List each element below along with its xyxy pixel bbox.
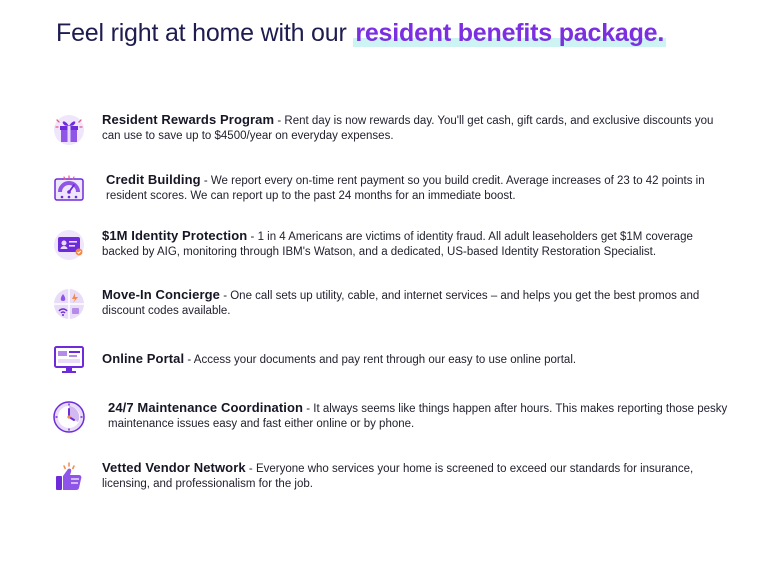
title-separator: -: [187, 354, 194, 366]
benefit-description: Everyone who services your home is screened to exceed our standards for insurance, licensing, and professionalism for the job.: [102, 463, 694, 490]
title-separator: -: [203, 175, 211, 187]
benefit-description: One call sets up utility, cable, and internet services – and helps you get the best promos and discount codes available.: [102, 290, 700, 317]
title-separator: -: [277, 115, 285, 127]
headline-lead: Feel right at home with our: [56, 19, 347, 47]
benefit-title: Online Portal: [102, 351, 185, 366]
benefit-description: Access your documents and pay rent through our easy to use online portal.: [193, 354, 577, 366]
benefit-maintenance-coordination: [52, 400, 732, 448]
benefit-description: 1 in 4 Americans are victims of identity fraud. All adult leaseholders get $1M coverage backed by AIG, monitoring through IBM's Watson, and a dedicated, US-based Identity Restoration Specialist.: [102, 231, 693, 258]
credit-gauge-icon: [52, 172, 86, 206]
benefit-description: It always seems like things happen after hours. This makes reporting those pesky maintenance issues easy and fast either online or by phone.: [108, 403, 728, 430]
title-separator: -: [250, 231, 258, 243]
benefit-online-portal: [52, 343, 732, 391]
benefit-identity-protection: [52, 228, 732, 276]
title-separator: -: [248, 463, 256, 475]
benefit-title: Vetted Vendor Network: [102, 460, 246, 475]
benefit-title: Move-In Concierge: [102, 287, 220, 302]
id-badge-icon: [52, 228, 86, 262]
benefit-move-in-concierge: [52, 287, 732, 335]
headline-highlight: resident benefits package.: [355, 19, 665, 47]
benefit-credit-building: [52, 172, 732, 220]
clock-icon: [52, 400, 86, 434]
benefit-description: We report every on-time rent payment so you build credit. Average increases of 23 to 42 points in resident scores. We can report up to the past 24 months for an immediate boost.: [106, 175, 705, 202]
benefit-title: 24/7 Maintenance Coordination: [108, 400, 304, 415]
utilities-icon: [52, 287, 86, 321]
title-separator: -: [306, 403, 314, 415]
thumbs-up-icon: [52, 460, 86, 494]
monitor-portal-icon: [52, 343, 86, 377]
benefit-title: $1M Identity Protection: [102, 228, 248, 243]
gift-icon: [52, 112, 86, 146]
title-separator: -: [223, 290, 231, 302]
benefit-title: Resident Rewards Program: [102, 112, 275, 127]
benefit-resident-rewards: [52, 112, 732, 160]
benefit-title: Credit Building: [106, 172, 201, 187]
benefit-description: Rent day is now rewards day. You'll get cash, gift cards, and exclusive discounts you can use to save up to $4500/year on everyday expenses.: [102, 115, 714, 142]
page-headline: [56, 16, 756, 50]
benefit-vetted-vendor-network: [52, 460, 732, 508]
